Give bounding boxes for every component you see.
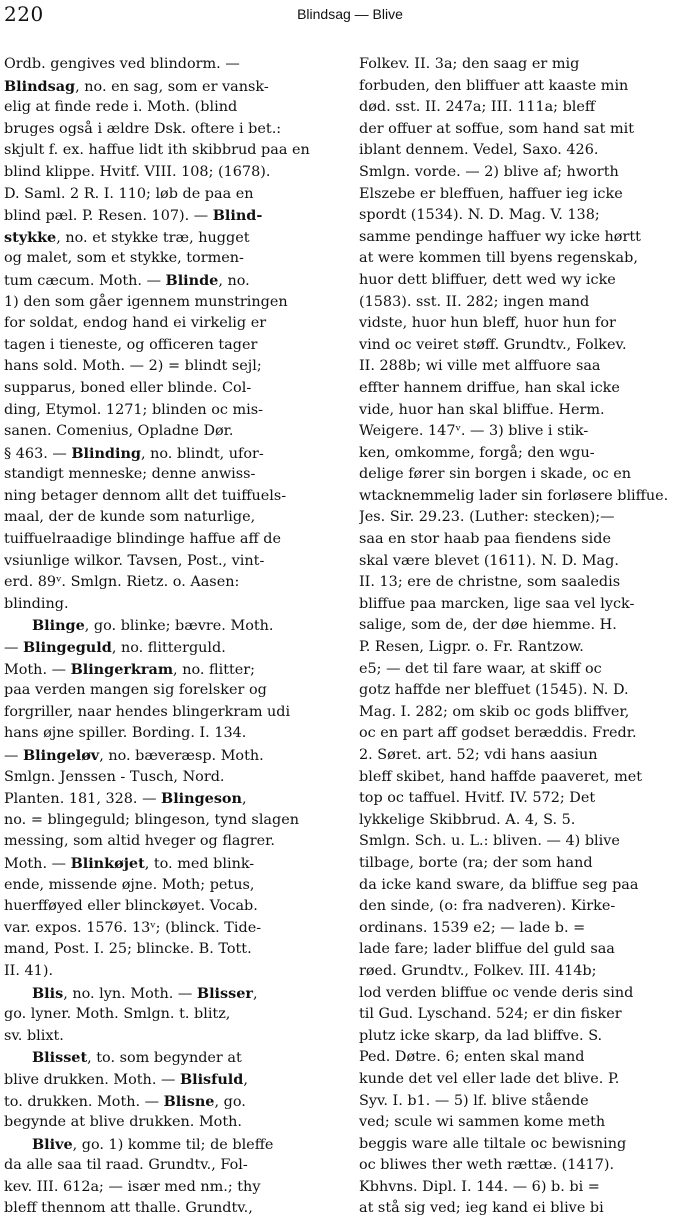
line-text: , go. [214, 1093, 246, 1110]
text-line [4, 1134, 341, 1156]
line-text: tum cæcum. Moth. — [4, 272, 166, 289]
line-text: begynde at blive drukken. Moth. [4, 1114, 242, 1131]
text-line [4, 1155, 341, 1177]
line-text: død. sst. II. 247a; III. 111a; bleff [359, 99, 596, 116]
text-line [359, 529, 696, 551]
line-text: maal, der de kunde som naturlige, [4, 509, 256, 526]
text-line [4, 723, 341, 745]
text-line [359, 443, 696, 465]
line-text: der offuer at soffue, som hand sat mit [359, 120, 634, 137]
line-text: ende, missende øjne. Moth; petus, [4, 876, 255, 893]
line-text: e5; — det til fare waar, at skiff oc [359, 660, 602, 677]
line-text: paa verden mangen sig forelsker og [4, 682, 267, 699]
headword: Blinde [165, 271, 219, 289]
text-line [359, 356, 696, 378]
text-line [4, 507, 341, 529]
text-line [359, 659, 696, 681]
text-line [359, 1112, 696, 1134]
text-line [359, 788, 696, 810]
text-line [4, 1047, 341, 1069]
line-text: bliffue paa marcken, lige saa vel lyck- [359, 595, 635, 612]
headword: Blingeløv [22, 747, 100, 764]
line-text: huor dett bliffuer, dett wed wy icke [359, 271, 616, 288]
line-text: tuiffuelraadige blindinge haffue aff de [4, 531, 282, 548]
text-line [359, 54, 696, 76]
page-number: 220 [4, 2, 44, 26]
line-text: — [4, 640, 23, 657]
line-text: § 463. — [4, 445, 72, 462]
line-text: (1583). sst. II. 282; ingen mand [359, 293, 590, 310]
text-line [4, 1198, 341, 1220]
line-text: II. 13; ere de christne, som saaledis [359, 574, 621, 591]
text-line [359, 140, 696, 162]
text-line [4, 184, 341, 206]
text-line [4, 1026, 341, 1048]
text-line [359, 162, 696, 184]
text-line [4, 896, 341, 918]
text-line [359, 184, 696, 206]
line-text: effter hannem driffue, han skal icke [359, 379, 620, 396]
line-text: vind oc veiret støff. Grundtv., Folkev. [359, 336, 627, 353]
line-text: sanen. Comenius, Opladne Dør. [4, 423, 234, 440]
text-line [4, 961, 341, 983]
text-line [359, 205, 696, 227]
text-line [4, 400, 341, 422]
line-text: den sinde, (o: fra nadveren). Kirke- [359, 898, 616, 915]
line-text: lykkelige Skibbrud. A. 4, S. 5. [359, 811, 576, 828]
line-text: , [243, 1071, 248, 1088]
line-text: blinding. [4, 595, 69, 612]
line-text: D. Saml. 2 R. I. 110; løb de paa en [4, 185, 254, 202]
line-text: delige fører sin borgen i skade, oc en [359, 466, 632, 483]
line-text: sv. blixt. [4, 1027, 64, 1044]
line-text: var. expos. 1576. 13ᵛ; (blinck. Tide- [4, 919, 262, 936]
headword: Blindsag [4, 77, 76, 95]
line-text: spordt (1534). N. D. Mag. V. 138; [359, 207, 600, 224]
text-line [359, 745, 696, 767]
text-line [4, 615, 341, 637]
text-line [359, 939, 696, 961]
line-text: til Gud. Lyschand. 524; er din fisker [359, 1006, 622, 1023]
text-line [4, 313, 341, 335]
headword: Blive [32, 1135, 73, 1153]
line-text: ning betager dennom allt det tuiffuels- [4, 487, 287, 504]
running-head: Blindsag — Blive [297, 6, 403, 22]
line-text: , no. bæveræsp. Moth. [99, 748, 264, 764]
text-line [359, 421, 696, 443]
line-text: , no. lyn. Moth. — [63, 985, 197, 1002]
line-text: samme pendinge haffuer wy icke hørtt [359, 228, 641, 245]
line-text: lod verden bliffue oc vende deris sind [359, 984, 634, 1001]
line-text: Folkev. II. 3a; den saag er mig [359, 56, 580, 72]
text-line [359, 1047, 696, 1069]
line-text: ding, Etymol. 1271; blinden oc mis- [4, 401, 264, 418]
text-line [359, 292, 696, 314]
line-text: da alle saa til raad. Grundtv., Fol- [4, 1157, 248, 1174]
line-text: , no. en sag, som er vansk- [75, 78, 269, 95]
text-line [4, 680, 341, 702]
line-text: mand, Post. I. 25; blincke. B. Tott. [4, 941, 252, 958]
text-line [4, 1091, 341, 1113]
text-line [4, 551, 341, 573]
line-text: Planten. 181, 328. — [4, 791, 162, 808]
headword: Blinding [71, 444, 141, 462]
headword: Blinge [32, 617, 85, 635]
text-line [359, 119, 696, 141]
line-text: kunde det vel eller lade det blive. P. [359, 1070, 620, 1087]
text-line [4, 659, 341, 681]
line-text: ved; scule wi sammen kome meth [359, 1114, 606, 1131]
text-line [359, 1069, 696, 1091]
text-line [4, 1004, 341, 1026]
line-text: , no. blindt, ufor- [140, 445, 264, 462]
text-line [4, 227, 341, 249]
text-line [359, 507, 696, 529]
line-text: , no. et stykke træ, hugget [56, 229, 250, 246]
line-text: Ordb. gengives ved blindorm. — [4, 56, 240, 72]
line-text: II. 288b; wi ville met alffuore saa [359, 358, 601, 375]
text-line [4, 97, 341, 119]
line-text: Smlgn. Jenssen - Tusch, Nord. [4, 768, 225, 785]
line-text: kev. III. 612a; — især med nm.; thy [4, 1178, 261, 1195]
text-line [4, 767, 341, 789]
text-line [4, 292, 341, 314]
line-text: Mag. I. 282; om skib oc gods bliffver, [359, 703, 630, 720]
line-text: , to. som begynder at [87, 1050, 242, 1067]
line-text: Kbhvns. Dipl. I. 144. — 6) b. bi = [359, 1178, 600, 1195]
headword: Blisser [196, 984, 253, 1002]
line-text: tagen i tieneste, og officeren tager [4, 336, 258, 353]
line-text: standigt menneske; denne anwiss- [4, 466, 256, 483]
text-line [359, 572, 696, 594]
line-text: 2. Søret. art. 52; vdi hans aasiun [359, 747, 598, 763]
text-line [4, 270, 341, 292]
text-line [4, 356, 341, 378]
line-text: vidste, huor hun bleff, huor hun for [359, 315, 616, 332]
text-line [4, 918, 341, 940]
text-line [359, 486, 696, 508]
text-line [4, 745, 341, 767]
text-line [359, 961, 696, 983]
line-text: top oc taffuel. Hvitf. IV. 572; Det [359, 790, 596, 807]
line-text: beggis ware alle tiltale oc bewisning [359, 1135, 627, 1152]
headword: Blind- [212, 207, 263, 225]
line-text: Elszebe er bleffuen, haffuer ieg icke [359, 185, 623, 202]
line-text: no. = blingeguld; blingeson, tynd slagen [4, 811, 300, 828]
text-line [359, 270, 696, 292]
page-header [0, 0, 700, 34]
line-text: bleff skibet, hand haffde paaveret, met [359, 768, 643, 785]
line-text: lade fare; lader bliffue del guld saa [359, 941, 615, 958]
text-line [359, 723, 696, 745]
text-line [359, 918, 696, 940]
line-text: go. lyner. Moth. Smlgn. t. blitz, [4, 1006, 231, 1023]
text-line [4, 788, 341, 810]
text-line [4, 248, 341, 270]
line-text: og malet, som et stykke, tormen- [4, 250, 244, 267]
line-text: skal være blevet (1611). N. D. Mag. [359, 552, 619, 569]
text-line [4, 205, 341, 227]
line-text: iblant dennem. Vedel, Saxo. 426. [359, 142, 599, 159]
headword: stykke [4, 228, 57, 246]
line-text: tilbage, borte (ra; der som hand [359, 854, 593, 871]
text-line [359, 313, 696, 335]
text-line [4, 1177, 341, 1199]
text-line [4, 54, 341, 76]
text-line [359, 637, 696, 659]
line-text: Weigere. 147ᵛ. — 3) blive i stik- [359, 423, 589, 440]
headword: Blingeson [161, 790, 242, 808]
line-text: , go. blinke; bævre. Moth. [84, 618, 274, 635]
line-text: for soldat, endog hand ei virkelig er [4, 315, 267, 332]
line-text: — [4, 748, 23, 764]
headword: Blisset [32, 1049, 88, 1067]
line-text: forgriller, naar hendes blingerkram udi [4, 703, 291, 720]
line-text: vsiunlige wilkor. Tavsen, Post., vint- [4, 552, 265, 569]
line-text: gotz haffde ner bleffuet (1545). N. D. [359, 682, 629, 699]
text-line [4, 140, 341, 162]
line-text: Smlgn. vorde. — 2) blive af; hworth [359, 163, 619, 180]
text-line [359, 1091, 696, 1113]
line-text: at stå sig ved; ieg kand ei blive bi [359, 1200, 604, 1217]
line-text: oc bliwes ther weth rættæ. (1417). [359, 1157, 615, 1174]
line-text: , to. med blink- [144, 855, 255, 872]
line-text: messing, som altid hveger og flagrer. [4, 833, 275, 850]
headword: Blingerkram [70, 660, 174, 678]
headword: Blisne [163, 1092, 215, 1110]
line-text: plutz icke skarp, da lad bliffve. S. [359, 1027, 603, 1044]
text-line [4, 378, 341, 400]
text-line [359, 1155, 696, 1177]
text-line [359, 875, 696, 897]
text-line [359, 335, 696, 357]
text-line [359, 248, 696, 270]
text-line [4, 464, 341, 486]
text-line [4, 1112, 341, 1134]
line-text: II. 41). [4, 962, 54, 979]
text-line [4, 1069, 341, 1091]
line-text: Moth. — [4, 661, 71, 678]
text-line [359, 831, 696, 853]
text-line [4, 983, 341, 1005]
text-line [4, 335, 341, 357]
text-line [359, 896, 696, 918]
headword: Blinkøjet [70, 854, 145, 872]
text-line [359, 1177, 696, 1199]
text-line [4, 572, 341, 594]
text-line [359, 1004, 696, 1026]
line-text: saa en stor haab paa fiendens side [359, 531, 611, 548]
text-line [359, 464, 696, 486]
text-line [359, 853, 696, 875]
text-line [359, 1134, 696, 1156]
text-line [4, 702, 341, 724]
line-text: ordinans. 1539 e2; — lade b. = [359, 919, 586, 936]
text-line [359, 227, 696, 249]
text-line [359, 680, 696, 702]
line-text: salige, som de, der døe hiemme. H. [359, 617, 617, 634]
text-line [4, 443, 341, 465]
line-text: ken, omkomme, forgå; den wgu- [359, 444, 595, 461]
text-line [359, 810, 696, 832]
text-line [359, 1198, 696, 1220]
line-text: bleff thennom att thalle. Grundtv., [4, 1200, 253, 1217]
line-text: Jes. Sir. 29.23. (Luther: stecken);— [359, 509, 615, 526]
headword: Blisfuld [179, 1070, 244, 1088]
line-text: Syv. I. b1. — 5) lf. blive stående [359, 1092, 589, 1109]
line-text: hans sold. Moth. — 2) = blindt sejl; [4, 358, 262, 375]
text-line [4, 486, 341, 508]
text-line [4, 810, 341, 832]
text-line [359, 702, 696, 724]
left-column [4, 54, 341, 1220]
line-text: hans øjne spiller. Bording. I. 134. [4, 725, 247, 742]
line-text: da icke kand sware, da bliffue seg paa [359, 876, 639, 893]
text-line [359, 594, 696, 616]
right-column [359, 54, 696, 1220]
text-line [359, 400, 696, 422]
line-text: Smlgn. Sch. u. L.: bliven. — 4) blive [359, 833, 620, 850]
line-text: , [242, 791, 247, 808]
headword: Blis [32, 984, 64, 1002]
line-text: blive drukken. Moth. — [4, 1071, 180, 1088]
line-text: , [252, 985, 258, 1002]
line-text: Ped. Døtre. 6; enten skal mand [359, 1049, 585, 1066]
text-line [4, 637, 341, 659]
line-text: oc en part aff godset beræddis. Fredr. [359, 725, 637, 742]
line-text: P. Resen, Ligpr. o. Fr. Rantzow. [359, 639, 584, 656]
text-line [4, 421, 341, 443]
line-text: erd. 89ᵛ. Smlgn. Rietz. o. Aasen: [4, 574, 240, 591]
line-text: , no. [218, 272, 250, 289]
line-text: huerfføyed eller blinckøyet. Vocab. [4, 898, 258, 915]
text-line [4, 162, 341, 184]
line-text: wtacknemmelig lader sin forløsere bliffue. [359, 487, 669, 504]
line-text: blind klippe. Hvitf. VIII. 108; (1678). [4, 163, 271, 180]
line-text: , go. 1) komme til; de bleffe [72, 1136, 274, 1153]
line-text: to. drukken. Moth. — [4, 1093, 164, 1110]
text-line [359, 767, 696, 789]
line-text: røed. Grundtv., Folkev. III. 414b; [359, 962, 597, 979]
text-line [359, 983, 696, 1005]
text-line [4, 853, 341, 875]
line-text: Moth. — [4, 855, 71, 872]
headword: Blingeguld [22, 639, 112, 657]
line-text: forbuden, den bliffuer att kaaste min [359, 77, 629, 94]
line-text: blind pæl. P. Resen. 107). — [4, 208, 213, 225]
text-line [359, 76, 696, 98]
text-line [4, 875, 341, 897]
text-line [4, 831, 341, 853]
line-text: supparus, boned eller blinde. Col- [4, 379, 252, 396]
text-line [359, 378, 696, 400]
text-line [4, 939, 341, 961]
line-text: 1) den som gåer igennem munstringen [4, 293, 288, 310]
text-line [359, 615, 696, 637]
text-line [4, 529, 341, 551]
line-text: , no. flitterguld. [111, 640, 226, 657]
line-text: at were kommen till byens regenskab, [359, 250, 638, 267]
text-line [4, 594, 341, 616]
line-text: bruges også i ældre Dsk. oftere i bet.: [4, 120, 282, 137]
line-text: , no. flitter; [173, 661, 256, 678]
line-text: elig at finde rede i. Moth. (blind [4, 99, 238, 116]
text-line [359, 551, 696, 573]
line-text: skjult f. ex. haffue lidt ith skibbrud paa en [4, 142, 310, 159]
line-text: vide, huor han skal bliffue. Herm. [359, 401, 605, 418]
text-line [359, 1026, 696, 1048]
text-line [4, 119, 341, 141]
text-line [4, 76, 341, 98]
text-line [359, 97, 696, 119]
